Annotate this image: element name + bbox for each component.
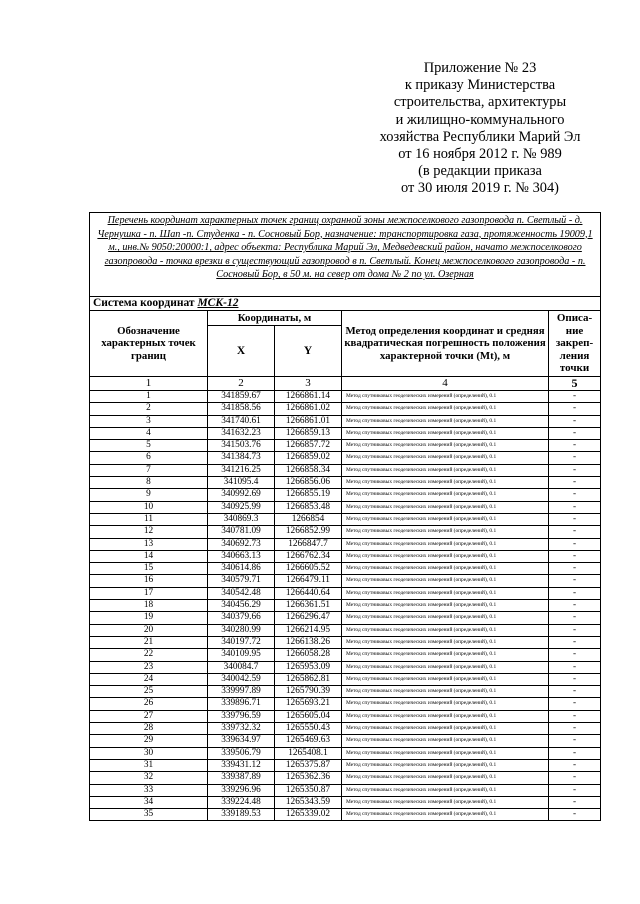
- coord-x: 340692.73: [208, 538, 275, 550]
- coord-y: 1266861.14: [275, 391, 342, 403]
- method-cell: Метод спутниковых геодезических измерений (определений), 0.1: [342, 809, 549, 821]
- table-row: [90, 391, 601, 403]
- method-cell: Метод спутниковых геодезических измерений (определений), 0.1: [342, 538, 549, 550]
- point-number: 11: [90, 513, 208, 525]
- coord-x: 340197.72: [208, 636, 275, 648]
- fixing-cell: -: [549, 796, 601, 808]
- point-number: 20: [90, 624, 208, 636]
- coord-y: 1265953.09: [275, 661, 342, 673]
- point-number: 5: [90, 440, 208, 452]
- column-number: 5: [549, 377, 601, 391]
- table-row: [90, 501, 601, 513]
- point-number: 18: [90, 600, 208, 612]
- coord-y: 1266859.02: [275, 452, 342, 464]
- fixing-cell: -: [549, 489, 601, 501]
- method-cell: Метод спутниковых геодезических измерений (определений), 0.1: [342, 403, 549, 415]
- fixing-cell: -: [549, 427, 601, 439]
- method-cell: Метод спутниковых геодезических измерений (определений), 0.1: [342, 563, 549, 575]
- coord-x: 340614.86: [208, 563, 275, 575]
- method-cell: Метод спутниковых геодезических измерений (определений), 0.1: [342, 710, 549, 722]
- coord-y: 1266861.01: [275, 415, 342, 427]
- table-row: [90, 710, 601, 722]
- coord-y: 1266440.64: [275, 587, 342, 599]
- column-number: 1: [90, 377, 208, 391]
- fixing-cell: -: [549, 600, 601, 612]
- point-number: 26: [90, 698, 208, 710]
- table-row: [90, 698, 601, 710]
- appendix-line: строительства, архитектуры: [393, 94, 567, 111]
- method-cell: Метод спутниковых геодезических измерений (определений), 0.1: [342, 600, 549, 612]
- appendix-header: [360, 60, 600, 198]
- point-number: 4: [90, 427, 208, 439]
- method-cell: Метод спутниковых геодезических измерений (определений), 0.1: [342, 673, 549, 685]
- point-number: 2: [90, 403, 208, 415]
- point-number: 34: [90, 796, 208, 808]
- coord-x: 340280.99: [208, 624, 275, 636]
- coord-x: 341384.73: [208, 452, 275, 464]
- coord-y: 1265350.87: [275, 784, 342, 796]
- coord-y: 1265339.02: [275, 809, 342, 821]
- coord-x: 339296.96: [208, 784, 275, 796]
- coord-x: 340869.3: [208, 513, 275, 525]
- coord-x: 339189.53: [208, 809, 275, 821]
- header-designation: Обозначение характерных точек границ: [90, 311, 208, 377]
- appendix-line: хозяйства Республики Марий Эл: [379, 128, 581, 145]
- coord-x: 341859.67: [208, 391, 275, 403]
- coord-x: 340042.59: [208, 673, 275, 685]
- coord-y: 1266856.06: [275, 477, 342, 489]
- coord-x: 340925.99: [208, 501, 275, 513]
- coord-y: 1266058.28: [275, 649, 342, 661]
- coord-y: 1265375.87: [275, 759, 342, 771]
- method-cell: Метод спутниковых геодезических измерений (определений), 0.1: [342, 501, 549, 513]
- header-y: Y: [275, 326, 342, 377]
- coord-y: 1265408.1: [275, 747, 342, 759]
- fixing-cell: -: [549, 513, 601, 525]
- table-row: [90, 784, 601, 796]
- point-number: 21: [90, 636, 208, 648]
- coord-x: 339732.32: [208, 723, 275, 735]
- point-number: 23: [90, 661, 208, 673]
- method-cell: Метод спутниковых геодезических измерений (определений), 0.1: [342, 440, 549, 452]
- method-cell: Метод спутниковых геодезических измерений (определений), 0.1: [342, 526, 549, 538]
- table-row: [90, 723, 601, 735]
- coord-y: 1265605.04: [275, 710, 342, 722]
- fixing-cell: -: [549, 649, 601, 661]
- fixing-cell: -: [549, 624, 601, 636]
- fixing-cell: -: [549, 735, 601, 747]
- appendix-line: от 30 июля 2019 г. № 304): [401, 180, 559, 197]
- coord-x: 339796.59: [208, 710, 275, 722]
- point-number: 6: [90, 452, 208, 464]
- coordinate-system-value: МСК-12: [197, 297, 239, 309]
- coord-y: 1266361.51: [275, 600, 342, 612]
- fixing-cell: -: [549, 686, 601, 698]
- coord-y: 1265550.43: [275, 723, 342, 735]
- method-cell: Метод спутниковых геодезических измерений (определений), 0.1: [342, 661, 549, 673]
- table-row: [90, 673, 601, 685]
- fixing-cell: -: [549, 759, 601, 771]
- table-row: [90, 550, 601, 562]
- fixing-cell: -: [549, 415, 601, 427]
- fixing-cell: -: [549, 550, 601, 562]
- table-row: [90, 415, 601, 427]
- fixing-cell: -: [549, 784, 601, 796]
- fixing-cell: -: [549, 452, 601, 464]
- fixing-cell: -: [549, 772, 601, 784]
- point-number: 16: [90, 575, 208, 587]
- table-row: [90, 464, 601, 476]
- table-row: [90, 563, 601, 575]
- coord-y: 1266762.34: [275, 550, 342, 562]
- method-cell: Метод спутниковых геодезических измерений (определений), 0.1: [342, 649, 549, 661]
- fixing-cell: -: [549, 526, 601, 538]
- method-cell: Метод спутниковых геодезических измерений (определений), 0.1: [342, 452, 549, 464]
- point-number: 14: [90, 550, 208, 562]
- appendix-line: и жилищно-коммунального: [395, 111, 565, 128]
- point-number: 28: [90, 723, 208, 735]
- method-cell: Метод спутниковых геодезических измерений (определений), 0.1: [342, 477, 549, 489]
- method-cell: Метод спутниковых геодезических измерений (определений), 0.1: [342, 698, 549, 710]
- appendix-line: к приказу Министерства: [404, 77, 556, 94]
- table-row: [90, 661, 601, 673]
- point-number: 22: [90, 649, 208, 661]
- coord-y: 1266855.19: [275, 489, 342, 501]
- method-cell: Метод спутниковых геодезических измерений (определений), 0.1: [342, 464, 549, 476]
- coordinate-system-label: Система координат: [93, 297, 195, 309]
- coord-y: 1265862.81: [275, 673, 342, 685]
- fixing-cell: -: [549, 563, 601, 575]
- coord-x: 341858.56: [208, 403, 275, 415]
- table-row: [90, 600, 601, 612]
- method-cell: Метод спутниковых геодезических измерений (определений), 0.1: [342, 784, 549, 796]
- coord-x: 339896.71: [208, 698, 275, 710]
- column-number: 3: [275, 377, 342, 391]
- coord-y: 1266859.13: [275, 427, 342, 439]
- fixing-cell: -: [549, 440, 601, 452]
- fixing-cell: -: [549, 575, 601, 587]
- coord-y: 1266857.72: [275, 440, 342, 452]
- table-row: [90, 624, 601, 636]
- coord-y: 1266852.99: [275, 526, 342, 538]
- table-row: [90, 403, 601, 415]
- column-number: 4: [342, 377, 549, 391]
- coord-x: 341095.4: [208, 477, 275, 489]
- point-number: 8: [90, 477, 208, 489]
- table-row: [90, 772, 601, 784]
- coord-y: 1266858.34: [275, 464, 342, 476]
- point-number: 3: [90, 415, 208, 427]
- method-cell: Метод спутниковых геодезических измерений (определений), 0.1: [342, 759, 549, 771]
- coordinates-table: [89, 212, 601, 821]
- point-number: 30: [90, 747, 208, 759]
- coord-x: 339387.89: [208, 772, 275, 784]
- appendix-line: (в редакции приказа: [418, 163, 542, 180]
- point-number: 32: [90, 772, 208, 784]
- coord-y: 1265693.21: [275, 698, 342, 710]
- method-cell: Метод спутниковых геодезических измерений (определений), 0.1: [342, 415, 549, 427]
- table-row: [90, 759, 601, 771]
- method-cell: Метод спутниковых геодезических измерений (определений), 0.1: [342, 686, 549, 698]
- coord-y: 1266861.02: [275, 403, 342, 415]
- coord-x: 340542.48: [208, 587, 275, 599]
- fixing-cell: -: [549, 710, 601, 722]
- coord-x: 339224.48: [208, 796, 275, 808]
- point-number: 25: [90, 686, 208, 698]
- coord-x: 341216.25: [208, 464, 275, 476]
- fixing-cell: -: [549, 612, 601, 624]
- method-cell: Метод спутниковых геодезических измерений (определений), 0.1: [342, 587, 549, 599]
- point-number: 13: [90, 538, 208, 550]
- point-number: 27: [90, 710, 208, 722]
- coord-y: 1265790.39: [275, 686, 342, 698]
- coord-y: 1266479.11: [275, 575, 342, 587]
- column-number-row: [90, 377, 601, 391]
- table-row: [90, 649, 601, 661]
- coord-y: 1266847.7: [275, 538, 342, 550]
- fixing-cell: -: [549, 501, 601, 513]
- method-cell: Метод спутниковых геодезических измерений (определений), 0.1: [342, 489, 549, 501]
- fixing-cell: -: [549, 587, 601, 599]
- coord-y: 1265469.63: [275, 735, 342, 747]
- coord-y: 1265362.36: [275, 772, 342, 784]
- coord-y: 1266854: [275, 513, 342, 525]
- fixing-cell: -: [549, 661, 601, 673]
- point-number: 35: [90, 809, 208, 821]
- point-number: 24: [90, 673, 208, 685]
- header-coordinates: Координаты, м: [208, 311, 342, 326]
- header-method: Метод определения координат и средняя квадратическая погрешность положения характерной точки (Mt), м: [342, 311, 549, 377]
- method-cell: Метод спутниковых геодезических измерений (определений), 0.1: [342, 636, 549, 648]
- method-cell: Метод спутниковых геодезических измерений (определений), 0.1: [342, 612, 549, 624]
- coord-x: 340579.71: [208, 575, 275, 587]
- coord-x: 340663.13: [208, 550, 275, 562]
- method-cell: Метод спутниковых геодезических измерений (определений), 0.1: [342, 747, 549, 759]
- fixing-cell: -: [549, 391, 601, 403]
- table-row: [90, 612, 601, 624]
- method-cell: Метод спутниковых геодезических измерений (определений), 0.1: [342, 624, 549, 636]
- point-number: 17: [90, 587, 208, 599]
- method-cell: Метод спутниковых геодезических измерений (определений), 0.1: [342, 796, 549, 808]
- table-row: [90, 452, 601, 464]
- coord-x: 340992.69: [208, 489, 275, 501]
- header-x: X: [208, 326, 275, 377]
- coord-x: 339506.79: [208, 747, 275, 759]
- coord-y: 1266605.52: [275, 563, 342, 575]
- table-row: [90, 427, 601, 439]
- method-cell: Метод спутниковых геодезических измерений (определений), 0.1: [342, 513, 549, 525]
- appendix-line: Приложение № 23: [423, 60, 537, 76]
- coord-x: 340109.95: [208, 649, 275, 661]
- method-cell: Метод спутниковых геодезических измерений (определений), 0.1: [342, 772, 549, 784]
- fixing-cell: -: [549, 809, 601, 821]
- table-row: [90, 489, 601, 501]
- point-number: 12: [90, 526, 208, 538]
- point-number: 9: [90, 489, 208, 501]
- point-number: 31: [90, 759, 208, 771]
- coord-y: 1265343.59: [275, 796, 342, 808]
- coord-y: 1266853.48: [275, 501, 342, 513]
- fixing-cell: -: [549, 673, 601, 685]
- coordinate-system: [90, 297, 601, 311]
- fixing-cell: -: [549, 698, 601, 710]
- method-cell: Метод спутниковых геодезических измерений (определений), 0.1: [342, 550, 549, 562]
- point-number: 10: [90, 501, 208, 513]
- point-number: 19: [90, 612, 208, 624]
- table-row: [90, 587, 601, 599]
- table-row: [90, 636, 601, 648]
- point-number: 29: [90, 735, 208, 747]
- appendix-line: от 16 ноября 2012 г. № 989: [398, 146, 562, 163]
- point-number: 15: [90, 563, 208, 575]
- coord-x: 341632.23: [208, 427, 275, 439]
- table-row: [90, 809, 601, 821]
- point-number: 33: [90, 784, 208, 796]
- coord-x: 339431.12: [208, 759, 275, 771]
- fixing-cell: -: [549, 538, 601, 550]
- coord-x: 340781.09: [208, 526, 275, 538]
- point-number: 7: [90, 464, 208, 476]
- header-fixing: Описа-ние закреп-ления точки: [549, 311, 601, 377]
- table-row: [90, 796, 601, 808]
- coord-y: 1266138.26: [275, 636, 342, 648]
- method-cell: Метод спутниковых геодезических измерений (определений), 0.1: [342, 427, 549, 439]
- table-row: [90, 747, 601, 759]
- coord-x: 340084.7: [208, 661, 275, 673]
- point-number: 1: [90, 391, 208, 403]
- fixing-cell: -: [549, 747, 601, 759]
- table-row: [90, 686, 601, 698]
- coord-x: 340456.29: [208, 600, 275, 612]
- table-row: [90, 735, 601, 747]
- coord-x: 340379.66: [208, 612, 275, 624]
- table-row: [90, 526, 601, 538]
- coord-x: 339997.89: [208, 686, 275, 698]
- table-row: [90, 513, 601, 525]
- fixing-cell: -: [549, 636, 601, 648]
- table-row: [90, 575, 601, 587]
- method-cell: Метод спутниковых геодезических измерений (определений), 0.1: [342, 735, 549, 747]
- fixing-cell: -: [549, 723, 601, 735]
- fixing-cell: -: [549, 477, 601, 489]
- table-row: [90, 440, 601, 452]
- method-cell: Метод спутниковых геодезических измерений (определений), 0.1: [342, 575, 549, 587]
- coord-y: 1266214.95: [275, 624, 342, 636]
- method-cell: Метод спутниковых геодезических измерений (определений), 0.1: [342, 723, 549, 735]
- coord-x: 341503.76: [208, 440, 275, 452]
- object-description: Перечень координат характерных точек границ охранной зоны межпоселкового газопровода п. Светлый - д. Чернушка - п. Шап -п. Студенка - п. Сосновый Бор, назначение: транспортировка газа, протяженность 19009,1 м., инв.№ 9050:20000:1, адрес объекта: Республика Марий Эл, Медведевский район, начато межпоселкового газопровода - точка врезки в существующий газопровод в п. Светлый. Конец межпоселкового газопровода - п. Сосновый Бор, в 50 м. на север от дома № 2 по ул. Озерная: [90, 213, 601, 297]
- table-row: [90, 477, 601, 489]
- column-number: 2: [208, 377, 275, 391]
- table-row: [90, 538, 601, 550]
- coord-y: 1266296.47: [275, 612, 342, 624]
- fixing-cell: -: [549, 464, 601, 476]
- fixing-cell: -: [549, 403, 601, 415]
- method-cell: Метод спутниковых геодезических измерений (определений), 0.1: [342, 391, 549, 403]
- coord-x: 341740.61: [208, 415, 275, 427]
- coord-x: 339634.97: [208, 735, 275, 747]
